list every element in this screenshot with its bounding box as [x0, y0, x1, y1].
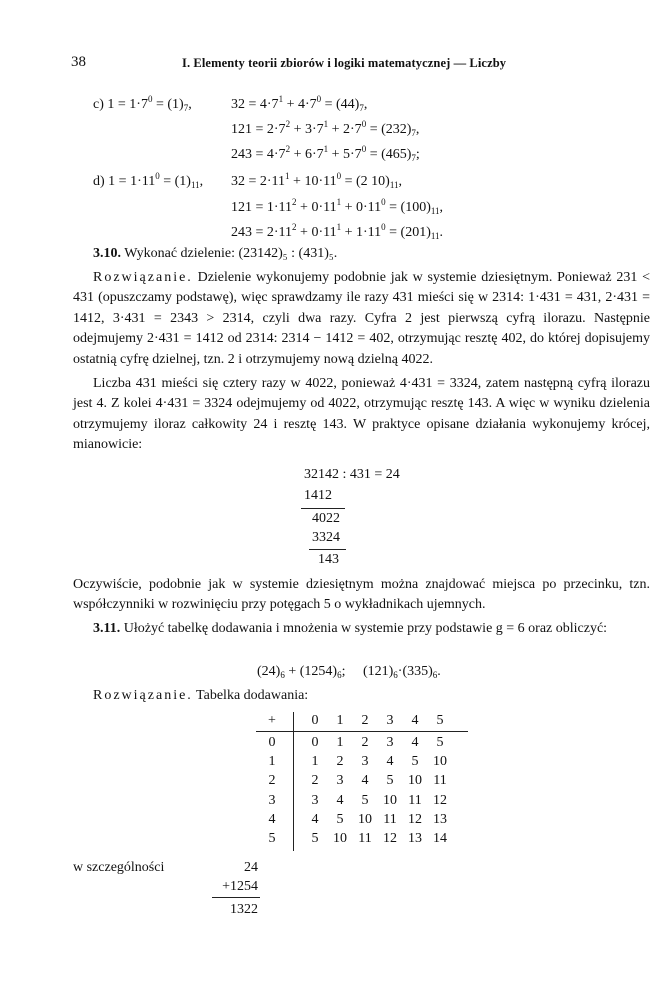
problem-3-10-statement-line [93, 247, 337, 261]
table-cell: 4 [361, 773, 369, 788]
example-d-eq-243: $243 = 2\cdot 11^2 + 0\cdot 11^1 + 1\cdot 11^0 = (201)_{11}$. [231, 222, 444, 241]
table-cell: 4 [336, 793, 344, 808]
problem-3-10-number: 3.10. [93, 246, 121, 261]
table-row-label: 1 [268, 754, 276, 769]
table-cell: 5 [411, 754, 419, 769]
problem-3-11-number: 3.11. [93, 621, 121, 636]
table-cell: 5 [311, 831, 319, 846]
table-row-label: 5 [268, 831, 276, 846]
sum-addend-2: +1254 [222, 879, 258, 894]
table-header-cell: 0 [311, 713, 319, 728]
table-cell: 10 [433, 754, 447, 769]
problem-3-10-solution-para-2 [73, 374, 650, 456]
table-cell: 10 [333, 831, 347, 846]
example-c-eq-32: $32 = 4\cdot 7^1 + 4\cdot 7^0 = (44)_7$, [231, 94, 368, 113]
table-cell: 13 [433, 812, 447, 827]
example-c-eq-243: $243 = 4\cdot 7^2 + 6\cdot 7^1 + 5\cdot 7^0 = (465)_7$; [231, 144, 420, 163]
division-rule-1 [301, 508, 345, 509]
table-cell: 2 [336, 754, 344, 769]
table-header-cell: 2 [361, 713, 369, 728]
sum-addend-1: 24 [244, 860, 258, 875]
problem-3-10-solution-para-1 [73, 268, 650, 370]
problem-3-10-solution-text: Dzielenie wykonujemy podobnie jak w systemie dziesiętnym. Ponieważ 231 < 431 (opuszczamy podstawę), więc sprawdzamy ile razy 431 mieści się w 2314: 1·431 = 431, 2·431 = 1412, 3·431 = 2343 > 2314, czyli dwa razy. Cyfra 2 jest pierwszą cyfrą ilorazu. Następnie odejmujemy 2·431 = 1412 od 2314: 2314 − 1412 = 402, otrzymując resztę 402, do której dopisujemy ostatnią cyfrę dzielnej, tzn. 2 i otrzymujemy nową dzielną 4022. [73, 270, 651, 367]
division-line-1: 32142 : 431 = 24 [304, 467, 400, 482]
in-particular-label: w szczególności [73, 860, 165, 875]
table-cell: 12 [433, 793, 447, 808]
division-rule-2 [309, 549, 346, 550]
division-line-2: 1412 [304, 488, 332, 503]
division-line-5: 143 [318, 552, 339, 567]
table-cell: 5 [386, 773, 394, 788]
table-cell: 10 [408, 773, 422, 788]
table-cell: 11 [358, 831, 372, 846]
example-d-line-1: d) $1 = 1\cdot 11^0 = (1)_{11}$, [93, 171, 204, 190]
division-line-4: 3324 [312, 530, 340, 545]
table-cell: 3 [311, 793, 319, 808]
table-cell: 3 [361, 754, 369, 769]
table-cell: 11 [383, 812, 397, 827]
problem-3-10-solution-label: Rozwiązanie. [93, 270, 193, 285]
table-cell: 1 [336, 735, 344, 750]
problem-3-10-statement: Wykonać dzielenie: (23142)₅ : (431)₅. [124, 246, 338, 261]
table-cell: 5 [361, 793, 369, 808]
problem-3-11-statement-para [73, 619, 650, 639]
table-corner: + [268, 713, 276, 728]
table-header-cell: 1 [336, 713, 344, 728]
table-row-label: 3 [268, 793, 276, 808]
table-column-rule [293, 712, 294, 851]
example-c-eq-121: $121 = 2\cdot 7^2 + 3\cdot 7^1 + 2\cdot 7^0 = (232)_7$, [231, 119, 420, 138]
example-d-eq-32: $32 = 2\cdot 11^1 + 10\cdot 11^0 = (2$ $10)_{11}$, [231, 171, 402, 190]
problem-3-11-solution-text: Tabelka dodawania: [196, 688, 309, 703]
table-header-cell: 3 [386, 713, 394, 728]
table-cell: 4 [311, 812, 319, 827]
table-header-cell: 5 [436, 713, 444, 728]
problem-3-10-para-3 [73, 575, 650, 616]
table-cell: 13 [408, 831, 422, 846]
table-cell: 12 [408, 812, 422, 827]
table-cell: 14 [433, 831, 447, 846]
example-d-eq-121: $121 = 1\cdot 11^2 + 0\cdot 11^1 + 0\cdot 11^0 = (100)_{11}$, [231, 197, 444, 216]
division-line-3: 4022 [312, 511, 340, 526]
table-row-label: 0 [268, 735, 276, 750]
sum-rule [212, 897, 260, 898]
example-c-line-1: c) $1 = 1\cdot 7^0 = (1)_7$, [93, 94, 192, 113]
table-cell: 5 [336, 812, 344, 827]
table-header-rule [256, 731, 468, 732]
problem-3-10-para-2-text: Liczba 431 mieści się cztery razy w 4022, ponieważ 4·431 = 3324, zatem następną cyfrą ilorazu jest 4. Z kolei 4·431 = 3324 odejmujemy od 4022, otrzymując resztę 143. A więc w wyniku dzielenia otrzymujemy iloraz całkowity 24 i resztę 143. W praktyce opisane działania wykonujemy krócej, mianowicie: [73, 376, 650, 453]
problem-3-11-expressions: $(24)_6 + (1254)_6$; $(121)_6\cdot(335)_6$. [257, 664, 441, 680]
table-cell: 4 [386, 754, 394, 769]
table-cell: 0 [311, 735, 319, 750]
problem-3-11-statement: Ułożyć tabelkę dodawania i mnożenia w systemie przy podstawie g = 6 oraz obliczyć: [123, 621, 608, 636]
table-cell: 10 [383, 793, 397, 808]
table-cell: 12 [383, 831, 397, 846]
example-c-label: c) [93, 97, 104, 112]
problem-3-10-para-3-text: Oczywiście, podobnie jak w systemie dziesiętnym można znajdować miejsca po przecinku, tzn. współczynniki w rozwinięciu przy potęgach 5 o wykładnikach ujemnych. [73, 577, 650, 613]
table-cell: 5 [436, 735, 444, 750]
table-cell: 11 [433, 773, 447, 788]
table-cell: 10 [358, 812, 372, 827]
table-cell: 4 [411, 735, 419, 750]
problem-3-11-solution-label: Rozwiązanie. [93, 688, 193, 703]
table-cell: 2 [361, 735, 369, 750]
table-header-cell: 4 [411, 713, 419, 728]
table-cell: 3 [386, 735, 394, 750]
table-cell: 2 [311, 773, 319, 788]
table-cell: 1 [311, 754, 319, 769]
table-cell: 11 [408, 793, 422, 808]
running-title: I. Elementy teorii zbiorów i logiki matematycznej — Liczby [182, 56, 507, 70]
table-row-label: 4 [268, 812, 276, 827]
example-d-label: d) [93, 174, 105, 189]
page-number: 38 [71, 54, 86, 70]
table-cell: 3 [336, 773, 344, 788]
problem-3-11-solution-line [93, 689, 308, 703]
table-row-label: 2 [268, 773, 276, 788]
sum-result: 1322 [230, 902, 258, 917]
